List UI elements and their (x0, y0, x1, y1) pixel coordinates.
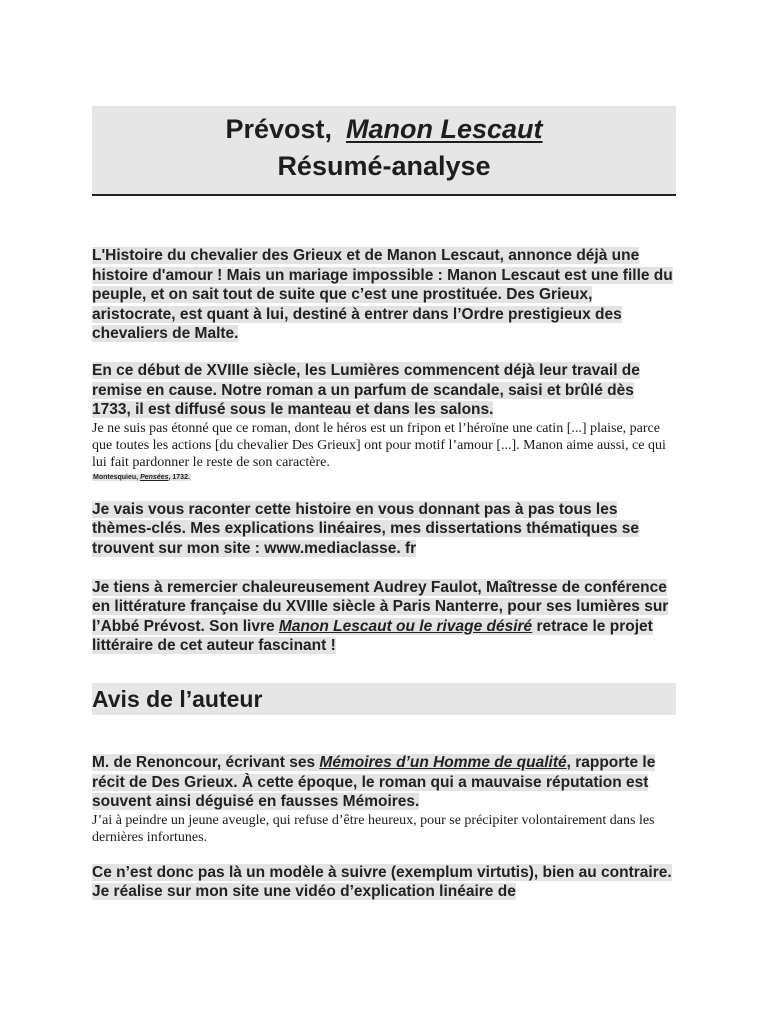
title-line (92, 111, 676, 148)
title-subtitle: Résumé-analyse (277, 151, 491, 181)
title-work: Manon Lescaut (346, 114, 543, 144)
montesquieu-quote: Je ne suis pas étonné que ce roman, dont le héros est un fripon et l’héroïne une catin [...] plaise, parce que toutes les actions [du chevalier Des Grieux] ont pour motif l’amour [...]. Manon aime aussi, ce qui lui fait pardonner le reste de son caractère. (92, 420, 666, 470)
quote-citation: Montesquieu, Pensées, 1732. (93, 473, 190, 481)
book-title-faulot: Manon Lescaut ou le rivage désiré (278, 617, 533, 635)
section-paragraph-1: M. de Renoncour, écrivant ses Mémoires d’un Homme de qualité, rapporte le récit de Des Grieux. À cette époque, le roman qui a mauvaise réputation est souvent ainsi déguisé en fausses Mémoires. (92, 753, 656, 811)
intro-paragraph-2: En ce début de XVIIIe siècle, les Lumières commencent déjà leur travail de remise en cause. Notre roman a un parfum de scandale, saisi et brûlé dès 1733, il est diffusé sous le manteau et dans les salons. (92, 361, 640, 419)
section-heading: Avis de l’auteur (92, 683, 676, 715)
section-paragraph-2: Ce n’est donc pas là un modèle à suivre (exemplum virtutis), bien au contraire. Je réalise sur mon site une vidéo d’explication linéaire de (92, 863, 672, 901)
author-quote: J’ai à peindre un jeune aveugle, qui refuse d’être heureux, pour se précipiter volontairement dans les dernières infortunes. (92, 812, 655, 845)
intro-paragraph-4: Je tiens à remercier chaleureusement Audrey Faulot, Maîtresse de conférence en littérature française du XVIIIe siècle à Paris Nanterre, pour ses lumières sur l’Abbé Prévost. Son livre Manon Lescaut ou le rivage désiré retrace le projet littéraire de cet auteur fascinant ! (92, 578, 669, 655)
document-page (92, 106, 676, 902)
title-box (92, 106, 676, 196)
title-author: Prévost, (225, 114, 333, 144)
book-title-memoires: Mémoires d’un Homme de qualité (319, 753, 567, 771)
intro-paragraph-3: Je vais vous raconter cette histoire en vous donnant pas à pas tous les thèmes-clés. Mes explications linéaires, mes dissertations thématiques se trouvent sur mon site : www.mediaclasse. fr (92, 500, 640, 557)
intro-paragraph-1: L'Histoire du chevalier des Grieux et de Manon Lescaut, annonce déjà une histoire d'amour ! Mais un mariage impossible : Manon Lescaut est une fille du peuple, et on sait tout de suite que c’est une prostituée. Des Grieux, aristocrate, est quant à lui, destiné à entrer dans l’Ordre prestigieux des chevaliers de Malte. (92, 247, 673, 343)
